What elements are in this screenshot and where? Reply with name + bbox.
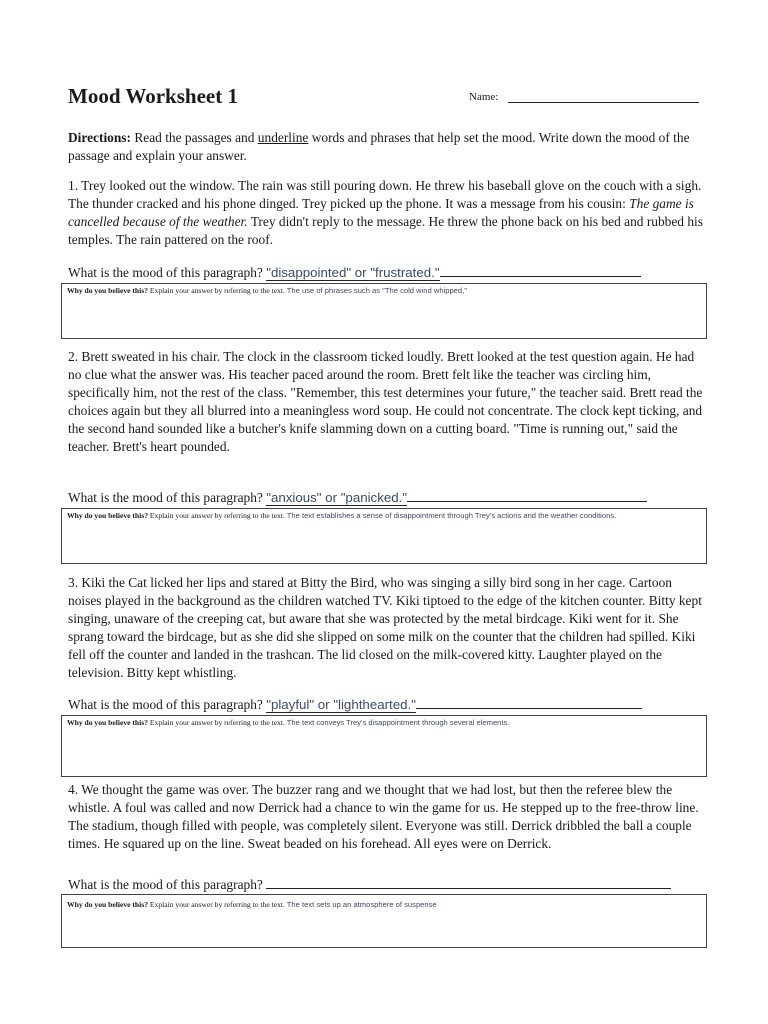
answer-line-4: [266, 875, 671, 889]
question-4: What is the mood of this paragraph?: [68, 875, 708, 893]
response-4: The text sets up an atmosphere of suspense: [286, 900, 437, 909]
answer-3[interactable]: "playful" or "lighthearted.": [266, 697, 416, 712]
passage-1: 1. Trey looked out the window. The rain was still pouring down. He threw his baseball glove on the couch with a sigh. The thunder cracked and his phone dinged. Trey picked up the phone. It was a message from his cousin: The game is cancelled because of the weather. Trey didn't reply to the message. He threw the phone back on his bed and rubbed his temples. The rain pattered on the roof.: [68, 178, 703, 247]
response-3: The text conveys Trey's disappointment through several elements.: [286, 718, 510, 727]
explanation-box-3[interactable]: Why do you believe this? Explain your answer by referring to the text. The text conveys Trey's disappointment through several elements.: [61, 715, 707, 777]
passage-2: 2. Brett sweated in his chair. The clock in the classroom ticked loudly. Brett looked at the test question again. He had no clue what the answer was. His teacher paced around the room. Brett felt like the teacher was circling him, specifically him, not the rest of the class. "Remember, this test determines your future," the teacher said. Brett read the choices again but they all blurred into a meaningless word soup. He could not concentrate. The clock kept ticking, and the second hand sounded like a butcher's knife slamming down on a cutting board. "Time is running out," said the teacher. Brett's heart pounded.: [68, 349, 703, 454]
explanation-box-4[interactable]: Why do you believe this? Explain your answer by referring to the text. The text sets up an atmosphere of suspense: [61, 894, 707, 948]
passage-4: 4. We thought the game was over. The buzzer rang and we thought that we had lost, but then the referee blew the whistle. A foul was called and now Derrick had a chance to win the game for us. He stepped up to the free-throw line. The stadium, though filled with people, was completely silent. Everyone was still. Derrick dribbled the ball a couple times. He squared up on the line. Sweat beaded on his forehead. All eyes were on Derrick.: [68, 782, 699, 851]
answer-line-2: [407, 488, 647, 502]
answer-line-3: [416, 695, 642, 709]
passage-3: 3. Kiki the Cat licked her lips and stared at Bitty the Bird, who was singing a silly bird song in her cage. Cartoon noises played in the background as the children watched TV. Kiki tiptoed to the edge of the kitchen counter. Bitty kept singing, unaware of the creeping cat, but aware that she was protected by the metal birdcage. Kiki went for it. She sprang toward the birdcage, but as she did she slipped on some milk on the counter that the children had spilled. Kiki fell off the counter and landed in the trashcan. The lid closed on the milk-covered kitty. Laughter played on the television. Bitty kept whistling.: [68, 575, 702, 680]
question-2: What is the mood of this paragraph? "anxious" or "panicked.": [68, 488, 708, 506]
explanation-box-2[interactable]: Why do you believe this? Explain your answer by referring to the text. The text establishes a sense of disappointment through Trey's actions and the weather conditions.: [61, 508, 707, 564]
explanation-box-1[interactable]: Why do you believe this? Explain your answer by referring to the text. The use of phrases such as "The cold wind whipped,": [61, 283, 707, 339]
name-label: Name:: [469, 91, 499, 103]
answer-line-1: [440, 263, 641, 277]
directions-label: Directions:: [68, 130, 131, 145]
response-1: The use of phrases such as "The cold wind whipped,": [286, 286, 467, 295]
answer-1[interactable]: "disappointed" or "frustrated.": [266, 265, 440, 280]
worksheet-title: Mood Worksheet 1: [68, 84, 238, 108]
response-2: The text establishes a sense of disappointment through Trey's actions and the weather conditions.: [286, 511, 617, 520]
directions: Directions: Read the passages and underline words and phrases that help set the mood. Write down the mood of the passage and explain your answer.: [68, 130, 690, 163]
answer-2[interactable]: "anxious" or "panicked.": [266, 490, 408, 505]
question-1: What is the mood of this paragraph? "disappointed" or "frustrated.": [68, 263, 708, 281]
question-3: What is the mood of this paragraph? "playful" or "lighthearted.": [68, 695, 708, 713]
name-field-line[interactable]: [508, 102, 699, 103]
